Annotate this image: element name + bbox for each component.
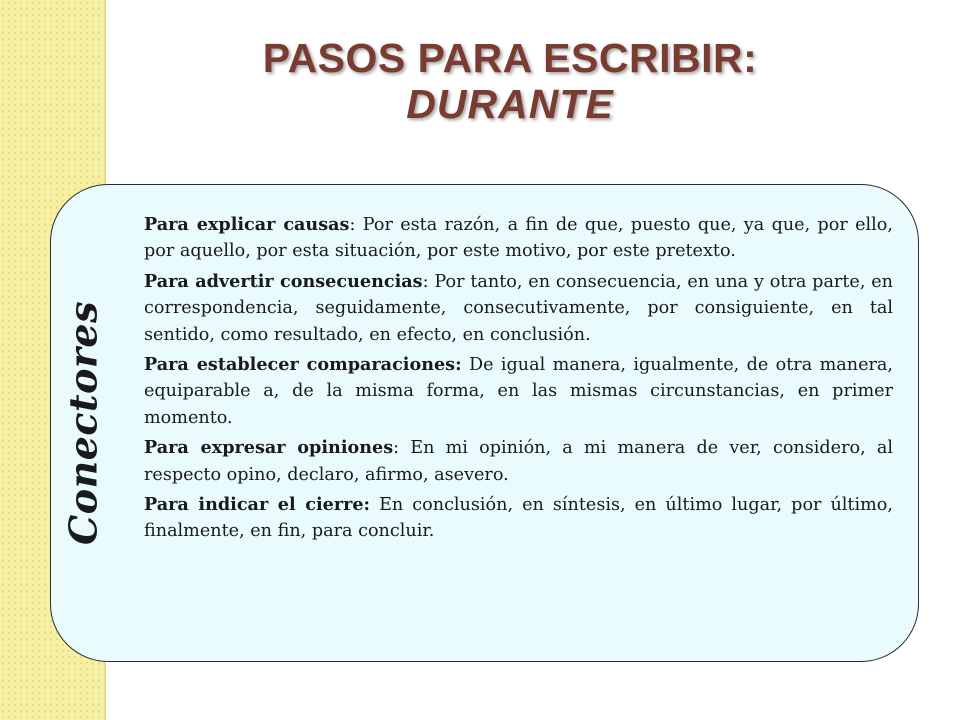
list-item-comparaciones xyxy=(144,352,893,431)
title-line-2: DURANTE xyxy=(406,80,614,127)
list-item-opiniones xyxy=(144,435,893,488)
side-label-container xyxy=(50,184,116,662)
slide-title xyxy=(160,36,860,128)
item-separator: : xyxy=(349,215,356,235)
item-lead: Para expresar opiniones xyxy=(144,437,394,459)
item-lead: Para establecer comparaciones: xyxy=(144,354,462,376)
item-text: Por esta razón, a fin de que, puesto que, ya que, por ello, por aquello, por esta situación, por este motivo, por este pretexto. xyxy=(144,215,893,262)
item-lead: Para indicar el cierre: xyxy=(144,494,371,516)
connectors-list xyxy=(144,212,893,549)
item-lead: Para advertir consecuencias xyxy=(144,270,423,292)
side-label-conectores: Conectores xyxy=(60,300,106,546)
list-item-cierre xyxy=(144,492,893,545)
item-lead: Para explicar causas xyxy=(144,214,350,235)
item-text: De igual manera, igualmente, de otra manera, equiparable a, de la misma forma, en las mismas circunstancias, en primer momento. xyxy=(144,355,893,428)
item-separator: : xyxy=(422,271,429,292)
item-text: Por tanto, en consecuencia, en una y otra parte, en correspondencia, seguidamente, consecutivamente, por consiguiente, en tal sentido, como resultado, en efecto, en conclusión. xyxy=(144,271,894,345)
item-separator: : xyxy=(393,438,400,459)
list-item-causas xyxy=(144,212,893,265)
item-text: En conclusión, en síntesis, en último lugar, por último, finalmente, en fin, para concluir. xyxy=(144,495,893,542)
item-text: En mi opinión, a mi manera de ver, considero, al respecto opino, declaro, afirmo, asevero. xyxy=(144,438,893,485)
list-item-consecuencias xyxy=(144,269,893,348)
title-line-1: PASOS PARA ESCRIBIR: xyxy=(262,35,758,81)
